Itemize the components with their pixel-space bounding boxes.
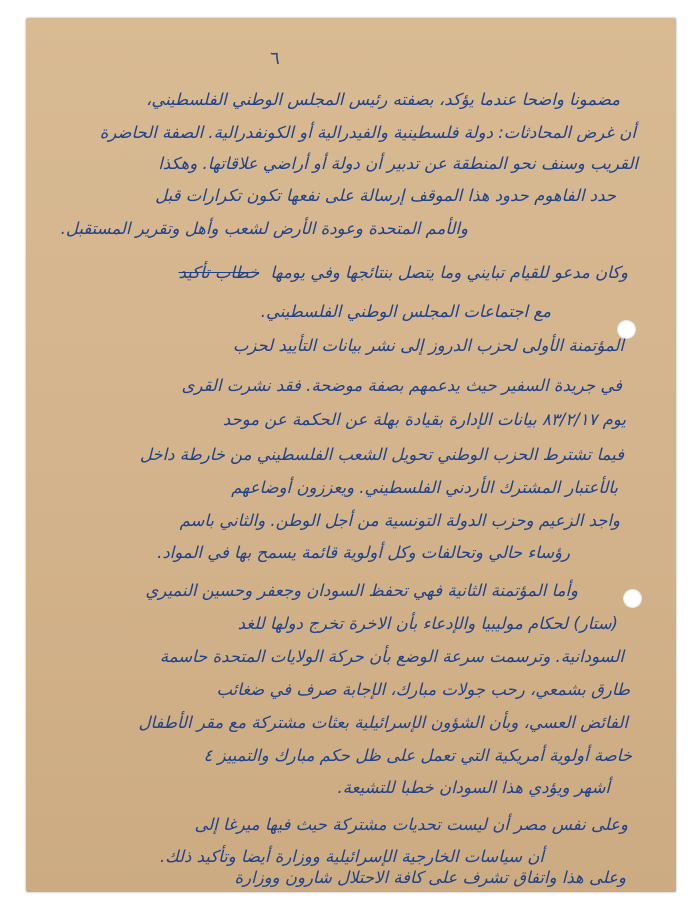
document-page	[26, 18, 676, 892]
text-line: بالأعتبار المشترك الأردني الفلسطيني. ويعززون أوضاعهم	[231, 478, 618, 497]
text-line: حدد الفاهوم حدود هذا الموقف إرسالة على نفعها تكون تكرارات قبل	[155, 186, 616, 205]
text-line: أشهر ويؤدي هذا السودان خطبا للتشيعة.	[337, 778, 610, 797]
text-line: وعلى نفس مصر أن ليست تحديات مشتركة حيث فيها ميرغا إلى	[194, 815, 628, 834]
text-line: المؤتمنة الأولى لحزب الدروز إلى نشر بيانات التأييد لحزب	[232, 336, 624, 355]
text-line: وعلى هذا واتفاق تشرف على كافة الاحتلال شارون ووزارة	[234, 868, 626, 887]
text-line: القريب وسنف نحو المنطقة عن تدبير أن دولة أو أراضي علاقاتها. وهكذا	[158, 154, 638, 173]
text-line: السودانية. وترسمت سرعة الوضع بأن حركة الولايات المتحدة حاسمة	[159, 647, 624, 666]
punch-hole	[623, 589, 642, 608]
text-line: يوم ٨٣/٢/١٧ بيانات الإدارة بقيادة بهلة عن الحكمة عن موحد	[222, 410, 626, 429]
text-line: والأمم المتحدة وعودة الأرض لشعب وأهل وتقرير المستقبل.	[60, 219, 468, 238]
page-number: ٦	[270, 48, 280, 69]
text-line: وأما المؤتمنة الثانية فهي تحفظ السودان وجعفر وحسين النميري	[145, 581, 578, 600]
text-line: طارق بشمعي، رحب جولات مبارك، الإجابة صرف في ضغائب	[216, 680, 630, 699]
text-line-part: وكان مدعو للقيام تبايني وما يتصل بنتائجها وفي يومها	[270, 263, 628, 282]
text-line: رؤساء حالي وتحالفات وكل أولوية قائمة يسمح بها في المواد.	[157, 543, 570, 562]
text-line: مضمونا واضحا عندما يؤكد، بصفته رئيس المجلس الوطني الفلسطيني،	[146, 90, 620, 109]
text-line: فيما تشترط الحزب الوطني تحويل الشعب الفلسطيني من خارطة داخل	[139, 445, 624, 464]
struck-text: خطاب تأكيد	[178, 263, 260, 282]
text-line: الفائض العسي، وبأن الشؤون الإسرائيلية بعثات مشتركة مع مقر الأطفال	[138, 713, 628, 732]
text-line: مع اجتماعات المجلس الوطني الفلسطيني.	[260, 302, 551, 321]
text-line: في جريدة السفير حيث يدعمهم بصفة موضحة. فقد نشرت القرى	[181, 376, 622, 395]
text-line: أن غرض المحادثات: دولة فلسطينية والفيدرالية أو الكونفدرالية. الصفة الحاضرة	[99, 123, 636, 142]
text-line: أن سياسات الخارجية الإسرائيلية ووزارة أيضا وتأكيد ذلك.	[159, 847, 544, 866]
text-line: (ستار) لحكام موليبيا والإدعاء بأن الاخرة تخرج دولها للغد	[237, 614, 618, 633]
text-line: خاصة أولوية أمريكية التي تعمل على ظل حكم مبارك والتمييز ٤	[203, 746, 632, 765]
text-line	[178, 263, 628, 282]
text-line: واجد الزعيم وحزب الدولة التونسية من أجل الوطن. والثاني باسم	[179, 511, 620, 530]
